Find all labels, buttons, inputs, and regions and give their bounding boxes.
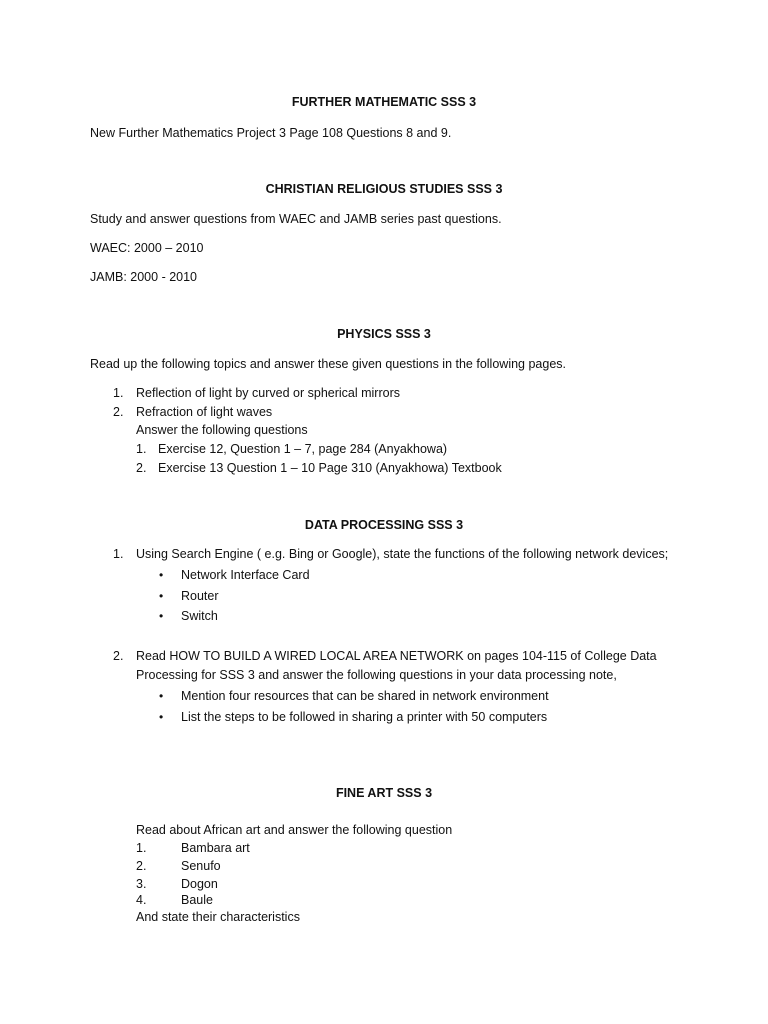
bullet-icon: • [159, 589, 164, 603]
dp-item-2-line-2: Processing for SSS 3 and answer the following questions in your data processing note, [136, 668, 617, 682]
fine-art-item-1-num: 1. [136, 841, 147, 855]
fine-art-item-3-text: Dogon [181, 877, 218, 891]
physics-item-2-text: Refraction of light waves [136, 405, 273, 419]
dp-bullet-printer: List the steps to be followed in sharing a printer with 50 computers [181, 710, 548, 724]
fine-art-item-3-num: 3. [136, 877, 147, 891]
fine-art-item-4-num: 4. [136, 893, 147, 907]
crs-heading: CHRISTIAN RELIGIOUS STUDIES SSS 3 [265, 182, 503, 196]
physics-heading: PHYSICS SSS 3 [337, 327, 431, 341]
fine-art-heading: FINE ART SSS 3 [335, 786, 433, 800]
dp-item-2-line-1: Read HOW TO BUILD A WIRED LOCAL AREA NETWORK on pages 104-115 of College Data [136, 649, 657, 663]
fine-art-item-4-text: Baule [181, 893, 213, 907]
physics-sub-item-2-num: 2. [136, 461, 147, 475]
physics-item-1-text: Reflection of light by curved or spherical mirrors [136, 386, 400, 400]
dp-item-1-text: Using Search Engine ( e.g. Bing or Google), state the functions of the following network devices; [136, 547, 669, 561]
fine-art-item-1-text: Bambara art [181, 841, 250, 855]
dp-bullet-nic: Network Interface Card [181, 568, 310, 582]
dp-bullet-resources: Mention four resources that can be shared in network environment [181, 689, 549, 703]
dp-item-1-num: 1. [113, 547, 124, 561]
fine-art-item-2-num: 2. [136, 859, 147, 873]
physics-item-2-num: 2. [113, 405, 124, 419]
physics-sub-item-1-text: Exercise 12, Question 1 – 7, page 284 (Anyakhowa) [158, 442, 448, 456]
dp-bullet-switch: Switch [181, 609, 218, 623]
crs-line-1: Study and answer questions from WAEC and JAMB series past questions. [90, 212, 502, 226]
physics-item-1-num: 1. [113, 386, 124, 400]
crs-line-2: WAEC: 2000 – 2010 [90, 241, 204, 255]
bullet-icon: • [159, 689, 164, 703]
physics-sub-intro: Answer the following questions [136, 423, 308, 437]
bullet-icon: • [159, 568, 164, 582]
further-math-heading: FURTHER MATHEMATIC SSS 3 [291, 95, 477, 109]
crs-line-3: JAMB: 2000 - 2010 [90, 270, 198, 284]
physics-sub-item-1-num: 1. [136, 442, 147, 456]
fine-art-intro: Read about African art and answer the following question [136, 823, 453, 837]
data-processing-heading: DATA PROCESSING SSS 3 [304, 518, 464, 532]
physics-sub-item-2-text: Exercise 13 Question 1 – 10 Page 310 (Anyakhowa) Textbook [158, 461, 502, 475]
fine-art-item-2-text: Senufo [181, 859, 221, 873]
dp-item-2-num: 2. [113, 649, 124, 663]
physics-intro: Read up the following topics and answer these given questions in the following pages. [90, 357, 567, 371]
dp-bullet-router: Router [181, 589, 219, 603]
further-math-line: New Further Mathematics Project 3 Page 108 Questions 8 and 9. [90, 126, 452, 140]
bullet-icon: • [159, 710, 164, 724]
bullet-icon: • [159, 609, 164, 623]
fine-art-outro: And state their characteristics [136, 910, 300, 924]
